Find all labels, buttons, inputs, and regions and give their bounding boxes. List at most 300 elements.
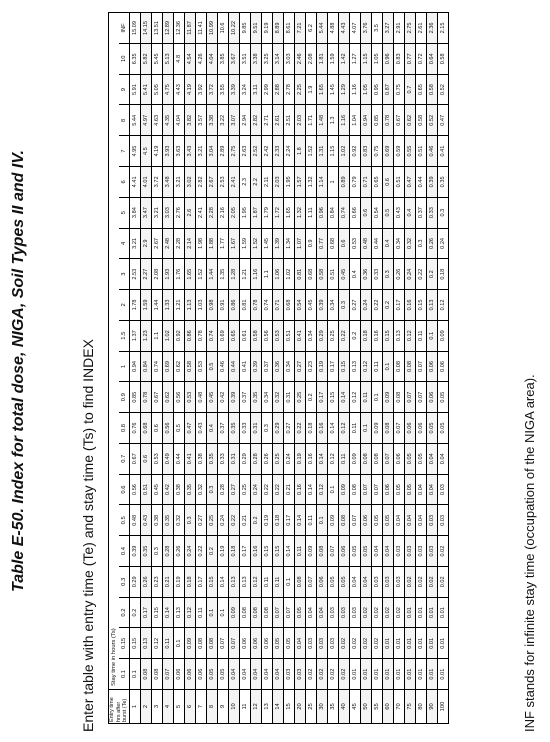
index-cell: 4.26	[196, 43, 207, 74]
table-row	[405, 13, 416, 724]
index-cell: 0.24	[218, 505, 229, 536]
index-cell: 0.06	[174, 659, 185, 690]
column-header: 0.15	[119, 628, 130, 659]
index-cell: 3.38	[251, 43, 262, 74]
index-cell: 0.3	[152, 536, 163, 567]
index-cell: 0.33	[372, 259, 383, 290]
index-cell: 0.37	[218, 413, 229, 444]
index-cell: 0.05	[416, 443, 427, 474]
index-cell: 0.3	[383, 259, 394, 290]
index-cell: 1.65	[284, 197, 295, 228]
entry-time-cell: 9	[218, 690, 229, 724]
index-cell: 0.07	[394, 413, 405, 444]
table-row	[196, 13, 207, 724]
index-cell: 1.07	[295, 228, 306, 259]
index-cell: 0.03	[427, 536, 438, 567]
index-cell: 0.78	[383, 105, 394, 136]
index-cell: 0.28	[218, 474, 229, 505]
index-cell: 1.04	[350, 105, 361, 136]
index-cell: 0.59	[394, 136, 405, 167]
index-cell: 0.32	[196, 474, 207, 505]
index-cell: 2.53	[130, 259, 141, 290]
index-cell: 0.03	[394, 536, 405, 567]
index-cell: 4.04	[174, 105, 185, 136]
entry-time-cell: 60	[383, 690, 394, 724]
index-cell: 0.01	[383, 628, 394, 659]
index-cell: 0.38	[174, 474, 185, 505]
index-cell: 0.09	[306, 536, 317, 567]
index-cell: 0.24	[405, 259, 416, 290]
index-cell: 0.34	[394, 228, 405, 259]
index-cell: 2.91	[394, 13, 405, 44]
index-cell: 4.43	[339, 13, 350, 44]
index-cell: 0.27	[196, 505, 207, 536]
index-cell: 0.04	[416, 474, 427, 505]
index-cell: 0.2	[251, 505, 262, 536]
index-cell: 2.51	[284, 105, 295, 136]
entry-time-cell: 70	[394, 690, 405, 724]
index-cell: 3.39	[229, 74, 240, 105]
index-cell: 0.61	[240, 320, 251, 351]
index-cell: 0.12	[317, 474, 328, 505]
index-cell: 0.13	[141, 628, 152, 659]
index-cell: 0.56	[130, 474, 141, 505]
column-header: 0.1	[119, 659, 130, 690]
index-cell: 0.05	[273, 628, 284, 659]
index-cell: 0.32	[174, 505, 185, 536]
index-cell: 4.54	[185, 43, 196, 74]
index-cell: 4.19	[185, 74, 196, 105]
index-cell: 1.87	[251, 197, 262, 228]
index-cell: 1.81	[317, 43, 328, 74]
index-cell: 3.43	[185, 136, 196, 167]
column-header: 6	[119, 166, 130, 197]
column-header: 0.8	[119, 413, 130, 444]
index-cell: 0.04	[273, 659, 284, 690]
index-cell: 0.18	[185, 566, 196, 597]
table-row	[295, 13, 306, 724]
entry-time-cell: 8	[207, 690, 218, 724]
table-row	[427, 13, 438, 724]
entry-time-cell: 45	[350, 690, 361, 724]
index-cell: 0.2	[306, 382, 317, 413]
index-cell: 3.38	[207, 105, 218, 136]
index-cell: 4.8	[174, 43, 185, 74]
index-cell: 1.05	[361, 74, 372, 105]
index-cell: 0.09	[372, 413, 383, 444]
index-cell: 0.19	[174, 566, 185, 597]
index-cell: 0.07	[416, 351, 427, 382]
index-cell: 4.35	[163, 105, 174, 136]
entry-time-cell: 3	[152, 690, 163, 724]
index-cell: 0.6	[152, 413, 163, 444]
index-cell: 0.03	[295, 659, 306, 690]
index-cell: 0.58	[416, 105, 427, 136]
index-cell: 5.44	[317, 13, 328, 44]
entry-time-cell: 50	[361, 690, 372, 724]
index-cell: 2.14	[185, 228, 196, 259]
index-cell: 0.03	[317, 628, 328, 659]
index-cell: 0.03	[438, 505, 449, 536]
index-cell: 0.58	[185, 351, 196, 382]
index-cell: 0.13	[229, 566, 240, 597]
table-row	[141, 13, 152, 724]
index-cell: 0.02	[339, 628, 350, 659]
index-cell: 5.45	[152, 43, 163, 74]
index-cell: 0.83	[394, 43, 405, 74]
index-cell: 0.42	[218, 382, 229, 413]
index-cell: 0.69	[163, 351, 174, 382]
index-cell: 3.47	[141, 197, 152, 228]
index-cell: 0.16	[295, 474, 306, 505]
index-cell: 1.59	[328, 43, 339, 74]
index-cell: 0.45	[152, 474, 163, 505]
index-cell: 3.76	[361, 13, 372, 44]
index-cell: 0.06	[427, 351, 438, 382]
index-cell: 0.01	[394, 659, 405, 690]
index-cell: 0.03	[328, 597, 339, 628]
index-cell: 0.16	[372, 320, 383, 351]
index-cell: 0.04	[317, 597, 328, 628]
index-cell: 0.06	[185, 659, 196, 690]
index-cell: 0.12	[361, 351, 372, 382]
index-cell: 0.06	[339, 536, 350, 567]
index-cell: 0.98	[207, 290, 218, 321]
index-cell: 0.19	[317, 351, 328, 382]
stay-time-header: Stay time in hours (Ts)	[109, 13, 120, 690]
table-row	[207, 13, 218, 724]
index-cell: 3.21	[152, 197, 163, 228]
index-cell: 1.35	[218, 259, 229, 290]
index-cell: 0.85	[130, 382, 141, 413]
index-cell: 1.65	[185, 259, 196, 290]
index-cell: 3.14	[273, 43, 284, 74]
entry-time-cell: 11	[240, 690, 251, 724]
index-cell: 0.21	[240, 505, 251, 536]
index-cell: 0.53	[185, 382, 196, 413]
index-cell: 0.09	[339, 474, 350, 505]
index-cell: 0.04	[416, 505, 427, 536]
index-cell: 0.72	[416, 43, 427, 74]
index-cell: 2.75	[229, 136, 240, 167]
index-cell: 0.19	[262, 505, 273, 536]
index-cell: 2.71	[262, 105, 273, 136]
index-cell: 0.03	[306, 628, 317, 659]
index-cell: 1.45	[328, 74, 339, 105]
index-cell: 1.95	[240, 197, 251, 228]
table-row	[229, 13, 240, 724]
index-cell: 0.71	[361, 166, 372, 197]
index-cell: 0.23	[152, 566, 163, 597]
index-cell: 0.17	[328, 351, 339, 382]
index-cell: 8.61	[284, 13, 295, 44]
index-cell: 0.02	[416, 566, 427, 597]
index-cell: 4.75	[163, 74, 174, 105]
index-cell: 1.31	[317, 136, 328, 167]
index-cell: 1.52	[251, 228, 262, 259]
column-header: INF	[119, 13, 130, 44]
index-cell: 5.44	[130, 105, 141, 136]
index-cell: 1.13	[185, 290, 196, 321]
index-cell: 0.02	[306, 659, 317, 690]
index-cell: 0.04	[251, 659, 262, 690]
index-cell: 0.1	[174, 628, 185, 659]
index-cell: 1.14	[317, 166, 328, 197]
index-cell: 1.44	[207, 259, 218, 290]
index-cell: 0.44	[416, 166, 427, 197]
index-cell: 0.02	[317, 659, 328, 690]
index-cell: 0.47	[405, 166, 416, 197]
index-cell: 2.3	[240, 166, 251, 197]
index-cell: 10.22	[229, 13, 240, 44]
index-cell: 2.53	[218, 166, 229, 197]
index-cell: 0.84	[141, 351, 152, 382]
index-cell: 0.29	[317, 320, 328, 351]
index-cell: 0.06	[416, 413, 427, 444]
table-row	[262, 13, 273, 724]
index-cell: 0.05	[339, 566, 350, 597]
index-cell: 0.14	[328, 413, 339, 444]
index-cell: 0.13	[240, 566, 251, 597]
index-cell: 0.46	[427, 136, 438, 167]
index-cell: 0.04	[427, 443, 438, 474]
index-cell: 0.41	[240, 351, 251, 382]
index-cell: 0.44	[174, 443, 185, 474]
index-cell: 0.01	[361, 659, 372, 690]
index-cell: 1.06	[273, 259, 284, 290]
index-cell: 0.24	[284, 443, 295, 474]
index-cell: 0.22	[262, 474, 273, 505]
index-cell: 0.18	[306, 413, 317, 444]
index-cell: 0.06	[394, 443, 405, 474]
index-cell: 0.04	[295, 628, 306, 659]
index-cell: 0.35	[229, 413, 240, 444]
index-cell: 0.6	[383, 166, 394, 197]
index-cell: 1.21	[174, 290, 185, 321]
index-cell: 0.81	[240, 290, 251, 321]
index-cell: 0.07	[416, 382, 427, 413]
index-cell: 0.12	[328, 443, 339, 474]
entry-time-cell: 10	[229, 690, 240, 724]
index-cell: 0.06	[317, 566, 328, 597]
index-cell: 2.9	[141, 228, 152, 259]
index-cell: 0.52	[427, 105, 438, 136]
index-cell: 0.07	[273, 597, 284, 628]
index-cell: 0.03	[372, 566, 383, 597]
index-cell: 0.81	[295, 259, 306, 290]
index-cell: 0.02	[427, 566, 438, 597]
header-row-stay	[109, 13, 120, 724]
index-cell: 0.03	[427, 505, 438, 536]
index-cell: 0.3	[339, 290, 350, 321]
index-cell: 2.82	[196, 166, 207, 197]
index-cell: 0.64	[427, 43, 438, 74]
index-cell: 0.08	[350, 474, 361, 505]
index-cell: 0.04	[240, 659, 251, 690]
index-cell: 0.17	[284, 505, 295, 536]
index-cell: 2.08	[306, 43, 317, 74]
column-header: 3	[119, 259, 130, 290]
index-cell: 1.59	[141, 290, 152, 321]
index-cell: 0.58	[438, 43, 449, 74]
index-cell: 0.83	[361, 136, 372, 167]
index-cell: 0.69	[218, 320, 229, 351]
index-cell: 1.39	[273, 228, 284, 259]
index-cell: 12.36	[174, 13, 185, 44]
index-cell: 0.78	[141, 382, 152, 413]
index-cell: 0.45	[207, 382, 218, 413]
index-cell: 0.1	[372, 382, 383, 413]
index-cell: 0.31	[284, 382, 295, 413]
index-cell: 1.03	[196, 290, 207, 321]
index-cell: 0.06	[427, 382, 438, 413]
table-row	[218, 13, 229, 724]
index-cell: 0.45	[306, 290, 317, 321]
index-cell: 0.47	[438, 105, 449, 136]
index-cell: 0.04	[361, 566, 372, 597]
index-cell: 0.2	[130, 597, 141, 628]
index-cell: 0.3	[207, 474, 218, 505]
index-cell: 0.1	[284, 566, 295, 597]
index-cell: 2.33	[273, 136, 284, 167]
index-cell: 0.01	[416, 597, 427, 628]
index-cell: 1	[328, 166, 339, 197]
table-row	[152, 13, 163, 724]
index-cell: 0.12	[405, 320, 416, 351]
index-cell: 0.91	[218, 290, 229, 321]
index-cell: 0.03	[339, 597, 350, 628]
index-cell: 0.39	[251, 351, 262, 382]
table-row	[273, 13, 284, 724]
index-cell: 0.17	[240, 536, 251, 567]
index-cell: 0.03	[350, 597, 361, 628]
index-cell: 1.8	[295, 136, 306, 167]
index-cell: 2.03	[295, 105, 306, 136]
index-cell: 0.17	[141, 597, 152, 628]
index-cell: 0.08	[262, 597, 273, 628]
index-cell: 0.11	[372, 351, 383, 382]
entry-time-cell: 4	[163, 690, 174, 724]
index-cell: 0.48	[361, 228, 372, 259]
entry-time-cell: 5	[174, 690, 185, 724]
index-cell: 1.05	[372, 43, 383, 74]
index-cell: 0.46	[218, 351, 229, 382]
index-cell: 0.58	[317, 259, 328, 290]
index-cell: 3.24	[240, 74, 251, 105]
index-cell: 0.02	[372, 597, 383, 628]
index-cell: 0.08	[394, 382, 405, 413]
index-cell: 4.01	[141, 166, 152, 197]
index-cell: 0.07	[405, 382, 416, 413]
index-cell: 0.15	[207, 566, 218, 597]
index-cell: 0.01	[438, 659, 449, 690]
index-cell: 0.67	[152, 382, 163, 413]
index-cell: 0.77	[405, 43, 416, 74]
table-body	[130, 13, 449, 724]
index-cell: 0.4	[207, 413, 218, 444]
index-cell: 0.06	[196, 659, 207, 690]
index-cell: 0.03	[438, 474, 449, 505]
column-header: 4	[119, 228, 130, 259]
index-cell: 0.55	[405, 136, 416, 167]
index-cell: 0.53	[196, 351, 207, 382]
index-cell: 0.25	[240, 474, 251, 505]
index-cell: 1.88	[207, 228, 218, 259]
column-header: 0.4	[119, 536, 130, 567]
index-cell: 1.57	[295, 166, 306, 197]
index-cell: 0.09	[438, 320, 449, 351]
index-cell: 1.52	[196, 259, 207, 290]
index-cell: 0.1	[361, 413, 372, 444]
index-cell: 0.12	[152, 628, 163, 659]
index-cell: 0.05	[394, 474, 405, 505]
index-cell: 0.1	[328, 474, 339, 505]
index-cell: 0.14	[306, 474, 317, 505]
index-cell: 1.93	[163, 259, 174, 290]
index-cell: 0.29	[273, 413, 284, 444]
index-cell: 0.18	[438, 259, 449, 290]
index-cell: 1.72	[273, 197, 284, 228]
index-cell: 6.35	[130, 43, 141, 74]
table-row	[350, 13, 361, 724]
index-cell: 0.87	[383, 74, 394, 105]
index-cell: 0.04	[383, 536, 394, 567]
index-cell: 4.97	[141, 105, 152, 136]
index-cell: 0.08	[361, 443, 372, 474]
index-cell: 1.67	[229, 228, 240, 259]
index-cell: 3.55	[218, 74, 229, 105]
index-cell: 0.41	[185, 443, 196, 474]
index-cell: 0.53	[273, 320, 284, 351]
index-cell: 0.35	[141, 536, 152, 567]
index-cell: 11.87	[185, 13, 196, 44]
index-cell: 0.39	[427, 166, 438, 197]
index-cell: 0.12	[185, 597, 196, 628]
index-cell: 0.32	[405, 228, 416, 259]
index-cell: 0.04	[394, 505, 405, 536]
index-cell: 0.25	[295, 382, 306, 413]
entry-time-cell: 80	[416, 690, 427, 724]
index-cell: 0.22	[196, 536, 207, 567]
index-cell: 1.11	[306, 197, 317, 228]
column-header: 9	[119, 74, 130, 105]
index-cell: 0.02	[339, 659, 350, 690]
index-cell: 1.52	[306, 136, 317, 167]
index-cell: 0.22	[229, 505, 240, 536]
index-cell: 0.16	[251, 536, 262, 567]
index-cell: 0.34	[328, 290, 339, 321]
entry-time-cell: 55	[372, 690, 383, 724]
index-cell: 0.3	[438, 197, 449, 228]
index-cell: 0.13	[350, 351, 361, 382]
index-cell: 0.22	[339, 320, 350, 351]
index-cell: 0.62	[405, 105, 416, 136]
index-cell: 3.02	[185, 166, 196, 197]
column-header: 2	[119, 290, 130, 321]
index-cell: 0.6	[141, 443, 152, 474]
index-cell: 5.05	[152, 74, 163, 105]
index-cell: 1.37	[130, 320, 141, 351]
index-cell: 3.92	[196, 74, 207, 105]
index-cell: 10.99	[207, 13, 218, 44]
index-cell: 3.5	[372, 13, 383, 44]
index-cell: 2.36	[427, 13, 438, 44]
index-cell: 1.15	[361, 43, 372, 74]
index-cell: 0.11	[361, 382, 372, 413]
index-cell: 3.85	[218, 43, 229, 74]
index-cell: 2.2	[251, 166, 262, 197]
index-cell: 0.07	[306, 566, 317, 597]
